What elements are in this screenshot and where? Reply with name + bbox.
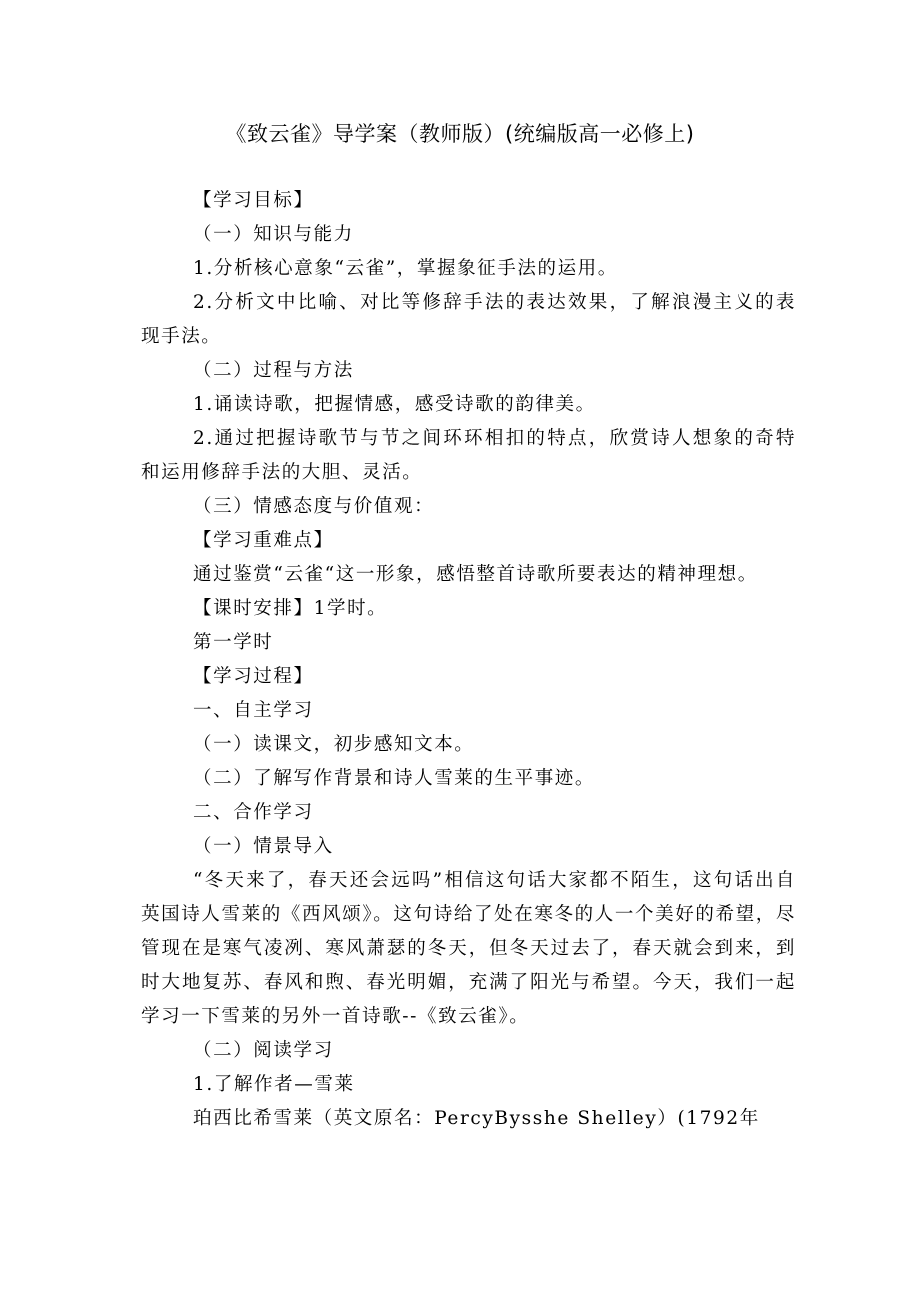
first-lesson-label: 第一学时	[193, 632, 274, 653]
section-self-study: 一、自主学习	[193, 700, 314, 721]
subheading-scene-intro: （一）情景导入	[193, 836, 334, 857]
heading-learning-goals: 【学习目标】	[193, 190, 314, 211]
goal-item-1: 1.分析核心意象“云雀”，掌握象征手法的运用。	[193, 258, 618, 279]
reading-item-1: 1.了解作者—雪莱	[193, 1074, 355, 1095]
author-intro-text: 珀西比希雪莱（英文原名：PercyBysshe Shelley）(1792年	[193, 1108, 760, 1129]
method-item-2: 2.通过把握诗歌节与节之间环环相扣的特点，欣赏诗人想象的奇特和运用修辞手法的大胆、灵活。	[141, 428, 796, 483]
heading-key-difficulties: 【学习重难点】	[193, 530, 334, 551]
lesson-schedule: 【课时安排】1学时。	[193, 598, 388, 619]
subheading-emotion-values: （三）情感态度与价值观：	[193, 496, 435, 517]
goal-item-2: 2.分析文中比喻、对比等修辞手法的表达效果，了解浪漫主义的表现手法。	[141, 292, 796, 347]
self-study-item-2: （二）了解写作背景和诗人雪莱的生平事迹。	[193, 768, 596, 789]
document-body	[141, 184, 796, 1136]
key-difficulties-text: 通过鉴赏“云雀“这一形象，感悟整首诗歌所要表达的精神理想。	[193, 564, 758, 585]
method-item-1: 1.诵读诗歌，把握情感，感受诗歌的韵律美。	[193, 394, 596, 415]
self-study-item-1: （一）读课文，初步感知文本。	[193, 734, 475, 755]
scene-intro-text: “冬天来了，春天还会远吗”相信这句话大家都不陌生，这句话出自英国诗人雪莱的《西风颂》。这句诗给了处在寒冬的人一个美好的希望，尽管现在是寒气凌冽、寒风萧瑟的冬天，但冬天过去了，春天就会到来，到时大地复苏、春风和煦、春光明媚，充满了阳光与希望。今天，我们一起学习一下雪莱的另外一首诗歌--《致云雀》。	[141, 870, 796, 1027]
subheading-process-method: （二）过程与方法	[193, 360, 354, 381]
subheading-knowledge-ability: （一）知识与能力	[193, 224, 354, 245]
heading-learning-process: 【学习过程】	[193, 666, 314, 687]
document-title: 《致云雀》导学案（教师版）(统编版高一必修上)	[225, 122, 695, 146]
subheading-reading-study: （二）阅读学习	[193, 1040, 334, 1061]
section-cooperative-study: 二、合作学习	[193, 802, 314, 823]
